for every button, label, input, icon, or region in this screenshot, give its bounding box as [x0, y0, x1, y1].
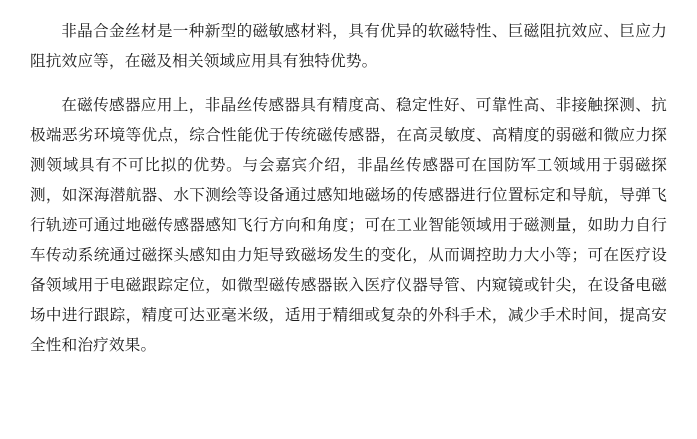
paragraph-2: 在磁传感器应用上，非晶丝传感器具有精度高、稳定性好、可靠性高、非接触探测、抗极端恶劣环境等优点，综合性能优于传统磁传感器，在高灵敏度、高精度的弱磁和微应力探测领域具有不可比拟的优势。与会嘉宾介绍，非晶丝传感器可在国防军工领域用于弱磁探测，如深海潜航器、水下测绘等设备通过感知地磁场的传感器进行位置标定和导航，导弹飞行轨迹可通过地磁传感器感知飞行方向和角度；可在工业智能领域用于磁测量，如助力自行车传动系统通过磁探头感知由力矩导致磁场发生的变化，从而调控助力大小等；可在医疗设备领域用于电磁跟踪定位，如微型磁传感器嵌入医疗仪器导管、内窥镜或针尖，在设备电磁场中进行跟踪，精度可达亚毫米级，适用于精细或复杂的外科手术，减少手术时间，提高安全性和治疗效果。	[30, 96, 667, 354]
paragraph-1: 非晶合金丝材是一种新型的磁敏感材料，具有优异的软磁特性、巨磁阻抗效应、巨应力阻抗效应等，在磁及相关领域应用具有独特优势。	[30, 22, 667, 70]
